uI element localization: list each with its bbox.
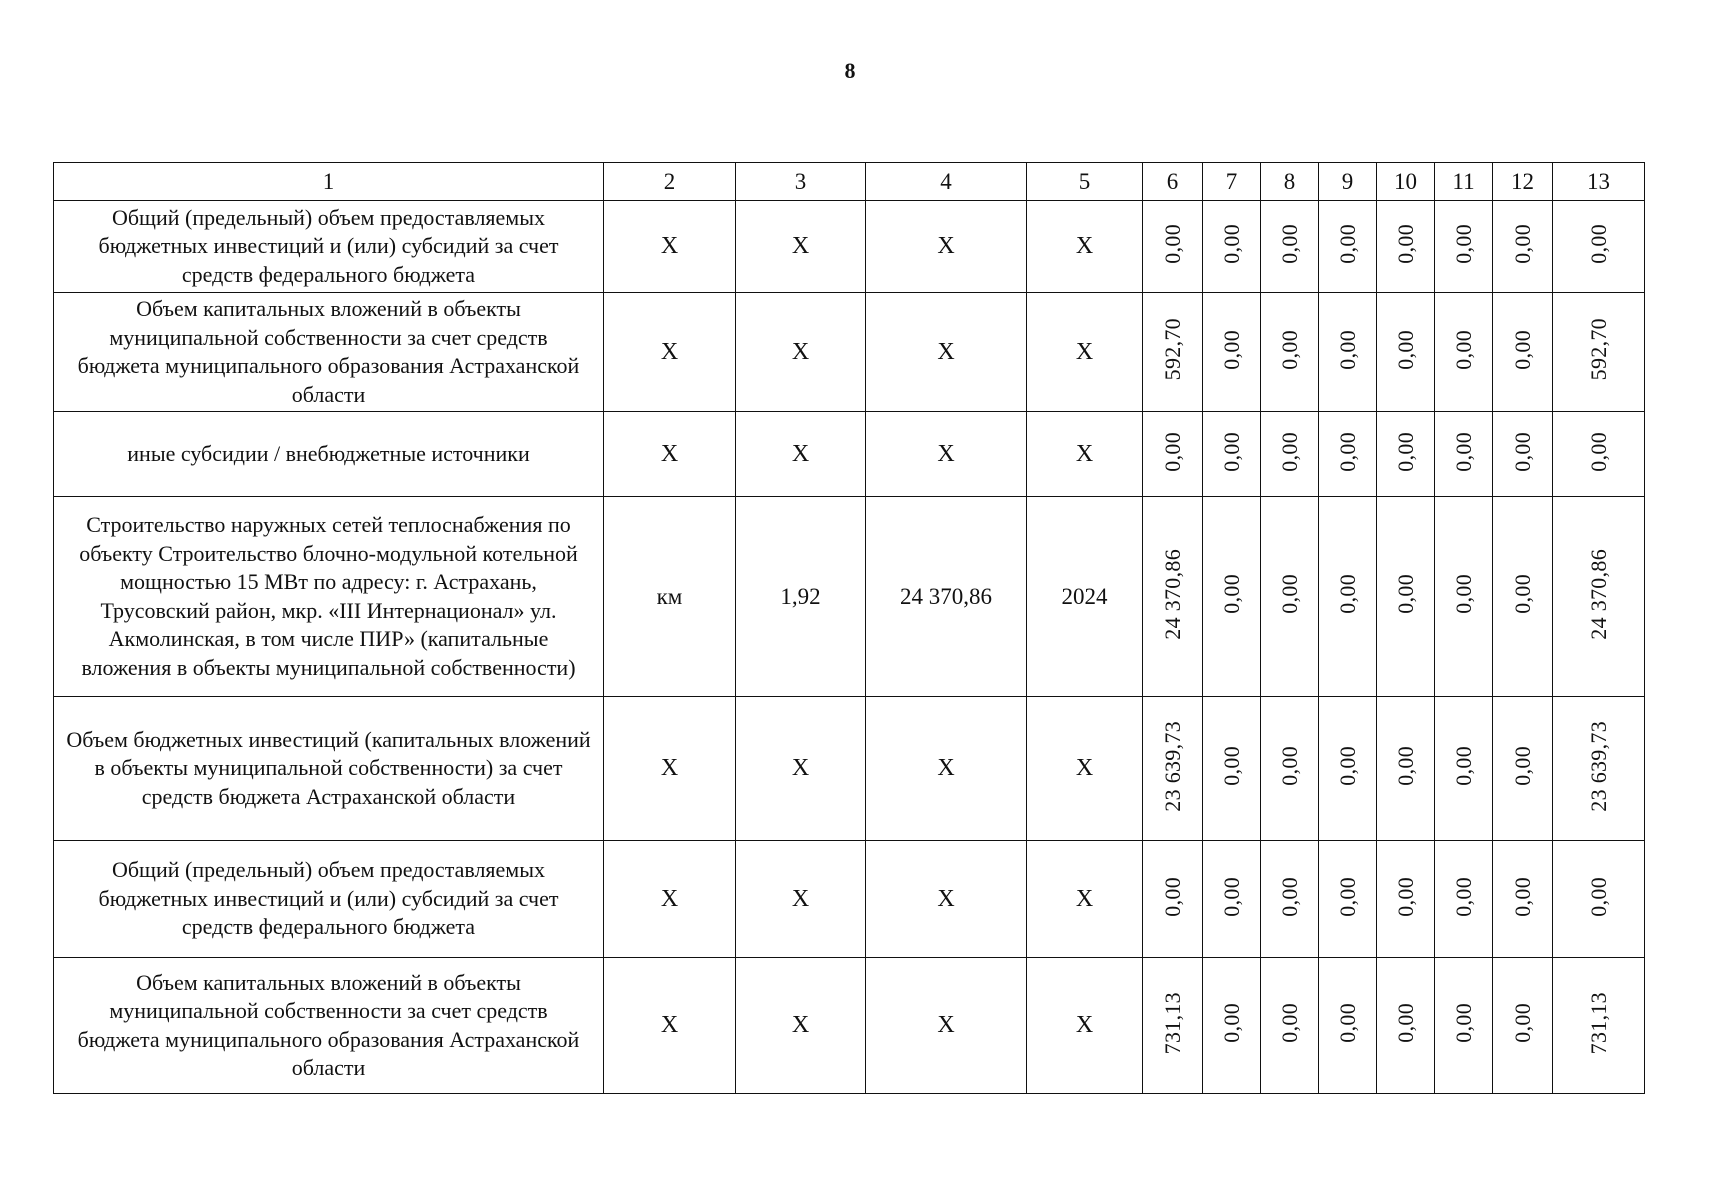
value-text: 0,00 [1159, 876, 1185, 917]
value-cell [1143, 201, 1203, 293]
column-header: 10 [1377, 163, 1435, 201]
value-text: 0,00 [1585, 224, 1611, 264]
row-description: Строительство наружных сетей теплоснабжения по объекту Строительство блочно-модульной котельной мощностью 15 МВт по адресу: г. Астрахань, Трусовский район, мкр. «III Интернационал» ул. Акмолинская, в том числе ПИР» (капитальные вложения в объекты муниципальной собственности) [54, 497, 604, 697]
column-header: 9 [1319, 163, 1377, 201]
value-cell [1493, 201, 1553, 293]
value-text: 0,00 [1218, 1003, 1244, 1043]
value-text: 0,00 [1218, 431, 1244, 472]
value-text: 23 639,73 [1159, 720, 1185, 812]
row-description: Объем бюджетных инвестиций (капитальных вложений в объекты муниципальной собственности) за счет средств бюджета Астраханской области [54, 697, 604, 841]
value-text: 0,00 [1276, 431, 1302, 472]
value-text: 0,00 [1392, 876, 1418, 917]
table-row [54, 958, 1645, 1094]
value-text: 0,00 [1509, 431, 1535, 472]
header-row [54, 163, 1645, 201]
budget-table [53, 162, 1645, 1094]
value-text: 0,00 [1509, 876, 1535, 917]
cost-cell: X [866, 412, 1027, 497]
value-text: 0,00 [1585, 431, 1611, 472]
value-text: 0,00 [1450, 329, 1476, 370]
value-cell [1435, 841, 1493, 958]
value-text: 0,00 [1450, 431, 1476, 472]
value-text: 0,00 [1509, 1003, 1535, 1043]
value-cell [1261, 697, 1319, 841]
value-cell [1319, 841, 1377, 958]
column-header: 4 [866, 163, 1027, 201]
value-cell [1203, 841, 1261, 958]
column-header: 12 [1493, 163, 1553, 201]
year-cell: X [1027, 201, 1143, 293]
value-cell [1493, 697, 1553, 841]
value-cell [1319, 201, 1377, 293]
unit-cell: X [604, 293, 736, 412]
cost-cell: X [866, 697, 1027, 841]
value-text: 0,00 [1334, 431, 1360, 472]
value-text: 731,13 [1159, 991, 1185, 1055]
value-cell [1377, 293, 1435, 412]
unit-cell: X [604, 412, 736, 497]
table-row [54, 293, 1645, 412]
value-cell [1319, 497, 1377, 697]
value-cell [1261, 841, 1319, 958]
value-cell [1553, 293, 1645, 412]
value-text: 0,00 [1450, 224, 1476, 264]
value-text: 0,00 [1509, 329, 1535, 370]
value-text: 0,00 [1276, 329, 1302, 370]
value-cell [1377, 697, 1435, 841]
value-cell [1435, 201, 1493, 293]
value-cell [1261, 201, 1319, 293]
value-cell [1377, 958, 1435, 1094]
value-cell [1143, 958, 1203, 1094]
year-cell: X [1027, 293, 1143, 412]
value-cell [1261, 497, 1319, 697]
value-text: 0,00 [1509, 574, 1535, 614]
value-cell [1319, 958, 1377, 1094]
value-text: 0,00 [1392, 224, 1418, 264]
value-cell [1203, 412, 1261, 497]
value-text: 0,00 [1334, 876, 1360, 917]
value-cell [1493, 497, 1553, 697]
value-cell [1143, 497, 1203, 697]
cost-cell: X [866, 293, 1027, 412]
value-cell [1203, 958, 1261, 1094]
value-cell [1435, 412, 1493, 497]
quantity-cell: X [736, 697, 866, 841]
value-text: 0,00 [1334, 574, 1360, 614]
year-cell: X [1027, 697, 1143, 841]
value-text: 0,00 [1450, 574, 1476, 614]
value-text: 0,00 [1218, 329, 1244, 370]
value-cell [1553, 697, 1645, 841]
value-cell [1553, 497, 1645, 697]
column-header: 13 [1553, 163, 1645, 201]
unit-cell: X [604, 958, 736, 1094]
value-cell [1553, 201, 1645, 293]
value-text: 592,70 [1585, 318, 1611, 381]
table-row [54, 697, 1645, 841]
cost-cell: X [866, 958, 1027, 1094]
value-cell [1553, 958, 1645, 1094]
value-cell [1261, 412, 1319, 497]
value-text: 0,00 [1159, 224, 1185, 264]
value-text: 0,00 [1450, 746, 1476, 786]
value-cell [1553, 412, 1645, 497]
value-text: 0,00 [1450, 876, 1476, 917]
row-description: Объем капитальных вложений в объекты муниципальной собственности за счет средств бюджета муниципального образования Астраханской области [54, 958, 604, 1094]
value-text: 0,00 [1276, 574, 1302, 614]
value-text: 0,00 [1392, 431, 1418, 472]
value-text: 0,00 [1218, 746, 1244, 786]
value-text: 0,00 [1450, 1003, 1476, 1043]
value-text: 0,00 [1334, 329, 1360, 370]
value-cell [1493, 841, 1553, 958]
column-header: 2 [604, 163, 736, 201]
value-cell [1319, 293, 1377, 412]
row-description: Объем капитальных вложений в объекты муниципальной собственности за счет средств бюджета муниципального образования Астраханской области [54, 293, 604, 412]
value-cell [1203, 293, 1261, 412]
value-cell [1377, 412, 1435, 497]
value-text: 23 639,73 [1585, 720, 1611, 812]
value-cell [1261, 958, 1319, 1094]
year-cell: 2024 [1027, 497, 1143, 697]
value-cell [1143, 293, 1203, 412]
value-cell [1435, 958, 1493, 1094]
value-text: 0,00 [1276, 1003, 1302, 1043]
row-description: иные субсидии / внебюджетные источники [54, 412, 604, 497]
value-cell [1261, 293, 1319, 412]
unit-cell: X [604, 697, 736, 841]
column-header: 8 [1261, 163, 1319, 201]
value-cell [1377, 841, 1435, 958]
unit-cell: X [604, 201, 736, 293]
value-text: 24 370,86 [1585, 548, 1611, 640]
table-row [54, 497, 1645, 697]
cost-cell: X [866, 201, 1027, 293]
value-text: 0,00 [1334, 1003, 1360, 1043]
value-text: 0,00 [1334, 224, 1360, 264]
value-text: 0,00 [1159, 431, 1185, 472]
value-text: 0,00 [1334, 746, 1360, 786]
year-cell: X [1027, 841, 1143, 958]
value-text: 0,00 [1276, 224, 1302, 264]
cost-cell: 24 370,86 [866, 497, 1027, 697]
table-row [54, 412, 1645, 497]
value-cell [1377, 497, 1435, 697]
value-text: 0,00 [1218, 224, 1244, 264]
value-cell [1493, 412, 1553, 497]
column-header: 1 [54, 163, 604, 201]
value-cell [1553, 841, 1645, 958]
column-header: 3 [736, 163, 866, 201]
value-cell [1143, 697, 1203, 841]
quantity-cell: 1,92 [736, 497, 866, 697]
quantity-cell: X [736, 958, 866, 1094]
value-text: 0,00 [1276, 746, 1302, 786]
value-cell [1203, 497, 1261, 697]
value-text: 0,00 [1585, 876, 1611, 917]
cost-cell: X [866, 841, 1027, 958]
value-cell [1203, 697, 1261, 841]
value-cell [1143, 412, 1203, 497]
value-text: 0,00 [1509, 746, 1535, 786]
value-text: 0,00 [1218, 876, 1244, 917]
quantity-cell: X [736, 201, 866, 293]
value-cell [1319, 412, 1377, 497]
value-cell [1319, 697, 1377, 841]
unit-cell: X [604, 841, 736, 958]
unit-cell: км [604, 497, 736, 697]
value-cell [1493, 958, 1553, 1094]
value-text: 731,13 [1585, 991, 1611, 1055]
table-row [54, 841, 1645, 958]
row-description: Общий (предельный) объем предоставляемых бюджетных инвестиций и (или) субсидий за счет средств федерального бюджета [54, 841, 604, 958]
year-cell: X [1027, 958, 1143, 1094]
value-cell [1435, 497, 1493, 697]
year-cell: X [1027, 412, 1143, 497]
page-number: 8 [844, 58, 856, 83]
column-header: 5 [1027, 163, 1143, 201]
value-text: 0,00 [1392, 329, 1418, 370]
value-cell [1435, 293, 1493, 412]
table-row [54, 201, 1645, 293]
value-cell [1493, 293, 1553, 412]
value-text: 0,00 [1392, 1003, 1418, 1043]
value-cell [1143, 841, 1203, 958]
value-text: 0,00 [1392, 746, 1418, 786]
value-text: 0,00 [1509, 224, 1535, 264]
column-header: 11 [1435, 163, 1493, 201]
quantity-cell: X [736, 293, 866, 412]
value-cell [1435, 697, 1493, 841]
column-header: 7 [1203, 163, 1261, 201]
quantity-cell: X [736, 412, 866, 497]
value-text: 0,00 [1392, 574, 1418, 614]
value-cell [1377, 201, 1435, 293]
value-text: 592,70 [1159, 318, 1185, 381]
value-cell [1203, 201, 1261, 293]
value-text: 24 370,86 [1159, 548, 1185, 640]
quantity-cell: X [736, 841, 866, 958]
column-header: 6 [1143, 163, 1203, 201]
value-text: 0,00 [1218, 574, 1244, 614]
value-text: 0,00 [1276, 876, 1302, 917]
row-description: Общий (предельный) объем предоставляемых бюджетных инвестиций и (или) субсидий за счет средств федерального бюджета [54, 201, 604, 293]
